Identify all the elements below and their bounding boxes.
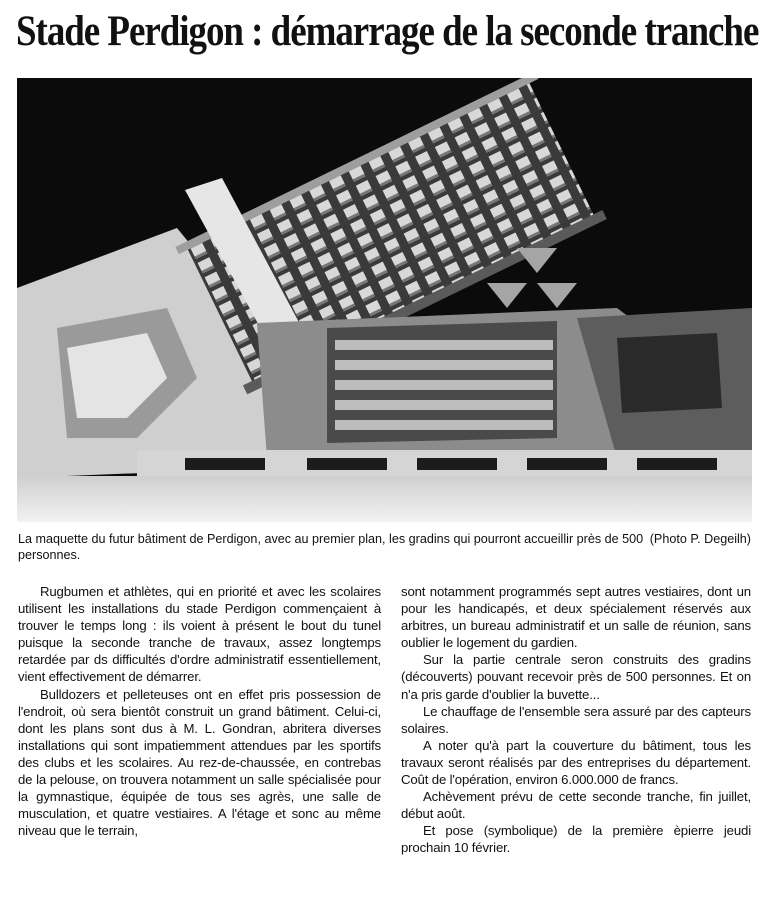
article-paragraph: Et pose (symbolique) de la première èpierre jeudi prochain 10 février. xyxy=(401,823,751,856)
photo-caption xyxy=(18,531,751,563)
article-right-column xyxy=(401,583,751,857)
article-paragraph: Sur la partie centrale seron construits des gradins (découverts) pouvant recevoir près de 500 personnes. Et on n'a pris garde d'oublier la buvette... xyxy=(401,652,751,702)
article-left-column xyxy=(18,583,381,839)
stadium-model-photo xyxy=(17,78,752,522)
article-paragraph: Rugbumen et athlètes, qui en priorité et avec les scolaires utilisent les installations du stade Perdigon commençaient à trouver le temps long : ils voient à présent le bout du tunel puisque la seconde tranche de travaux, assez longtemps retardée par ds difficultés d'ordre administratif essentiellement, vient effectivement de démarrer. xyxy=(18,584,381,685)
photo-credit: (Photo P. Degeilh) xyxy=(649,532,751,546)
caption-text: La maquette du futur bâtiment de Perdigon, avec au premier plan, les gradins qui pourront accueillir près de 500 personnes. xyxy=(18,532,644,562)
article-paragraph-continuation: sont notamment programmés sept autres vestiaires, dont un pour les handicapés, et deux spécialement réservés aux arbitres, un bureau administratif et un salle de réunion, sans oublier le logement du gardien. xyxy=(401,584,751,651)
article-paragraph: Achèvement prévu de cette seconde tranche, fin juillet, début août. xyxy=(401,789,751,822)
article-paragraph: Bulldozers et pelleteuses ont en effet pris possession de l'endroit, où sera bientôt construit un grand bâtiment. Celui-ci, dont les plans sont dus à M. L. Gondran, abritera diverses installations qui sont impatiemment attendues par les sportifs des clubs et les scolaires. Au rez-de-chaussée, en contrebas de la pelouse, on trouvera notamment un salle spécialisée pour la gymnastique, équipée de tous ses agrès, une salle de musculation, et quatre vestiaires. A l'étage et sonc au même niveau que le terrain, xyxy=(18,686,381,839)
article-paragraph: A noter qu'à part la couverture du bâtiment, tous les travaux seront réalisés par des entreprises du département. Coût de l'opération, environ 6.000.000 de francs. xyxy=(401,737,751,788)
article-paragraph: Le chauffage de l'ensemble sera assuré par des capteurs solaires. xyxy=(401,703,751,736)
headline: Stade Perdigon : démarrage de la seconde tranche xyxy=(16,8,759,55)
